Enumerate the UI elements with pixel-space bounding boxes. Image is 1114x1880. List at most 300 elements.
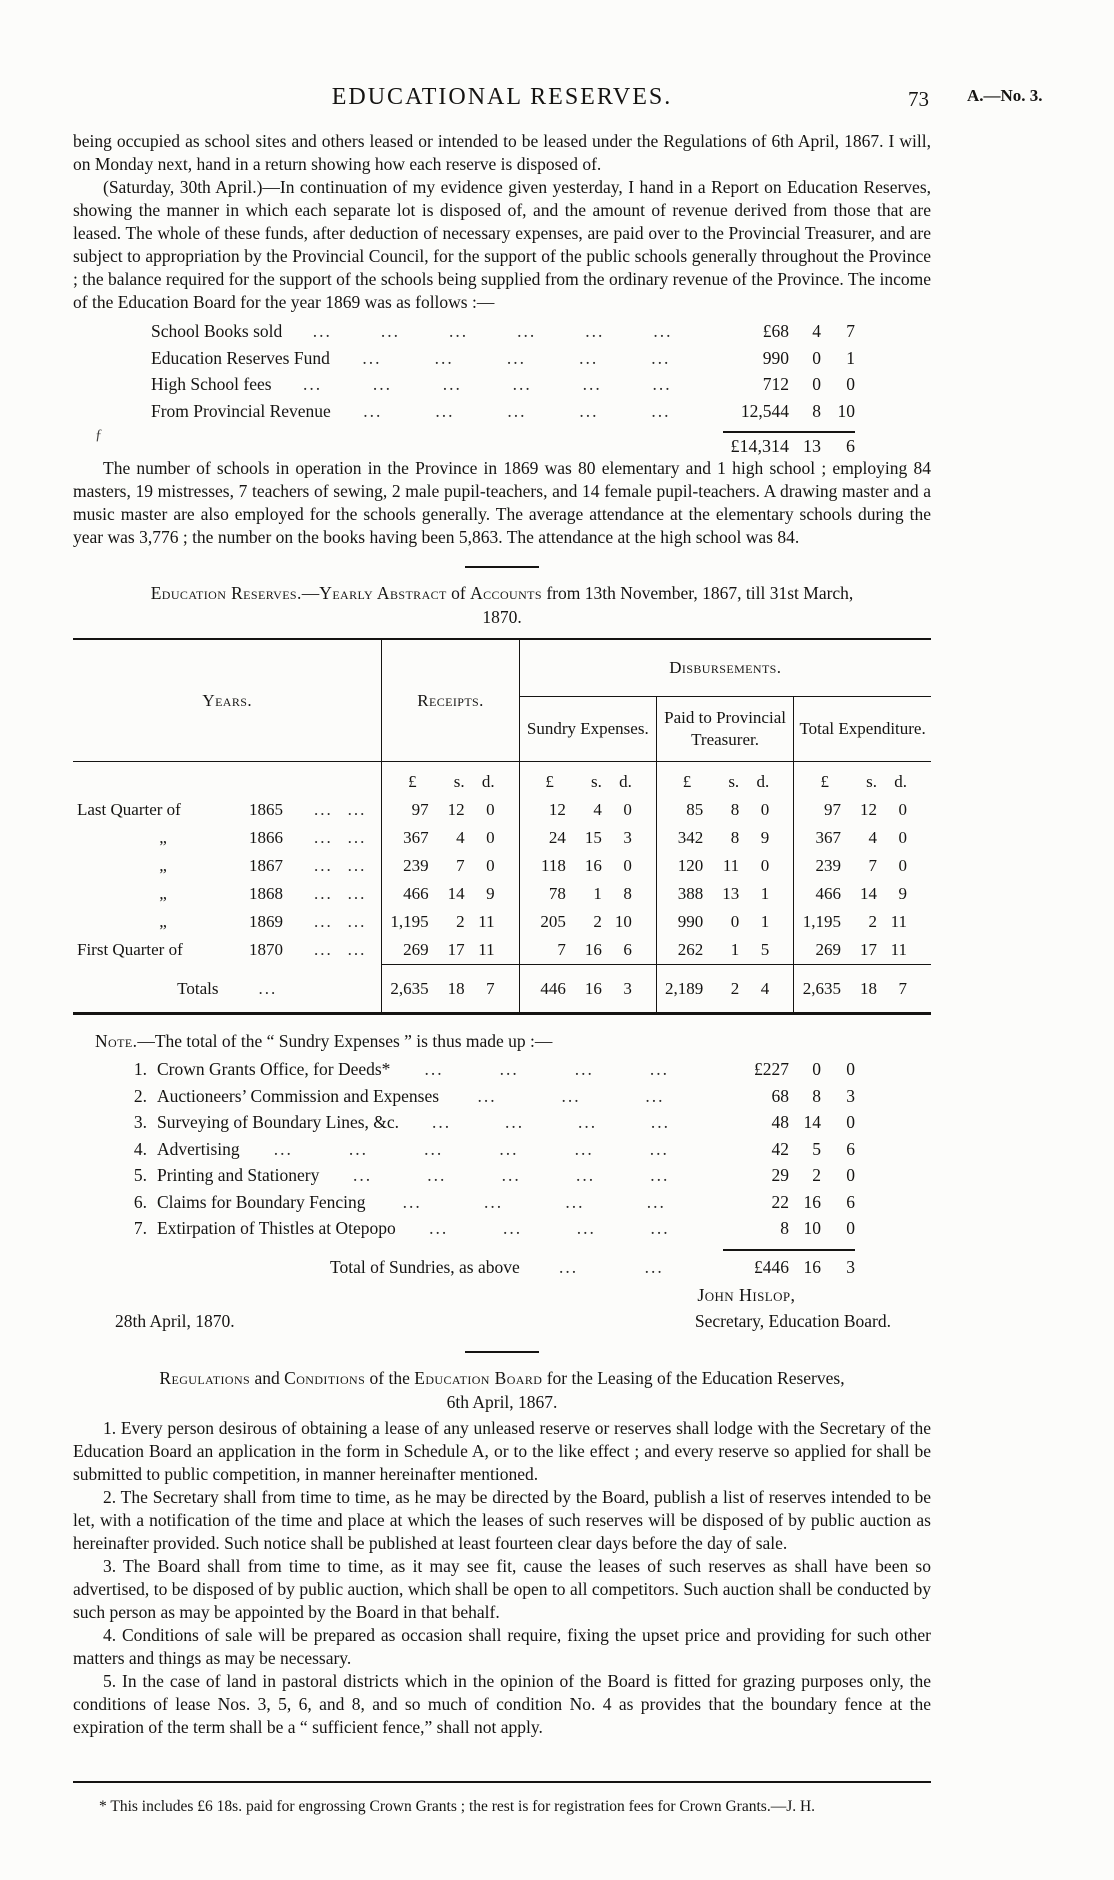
leader-dots: ... [645,1085,665,1106]
pounds-value: 24 [548,828,566,847]
footnote-rule [73,1781,931,1783]
money-cell [794,797,931,823]
leader-dots: ... [499,1059,519,1079]
shillings-value: 11 [722,856,740,875]
pence-value: 0 [898,856,907,875]
shillings-value: s. [728,772,740,791]
totals-label-content [73,976,381,1002]
year-prefix: „ [159,828,167,847]
shillings-value: 8 [730,828,740,847]
leader-dots: ... [347,800,367,819]
pence-value: 7 [898,979,907,998]
paragraph-continuation: being occupied as school sites and others leased or intended to be leased under the Regulations of 6th April, 1867. I will, on Monday next, hand in a return showing how each reserve is disposed of. [73,131,931,174]
money-cell [657,853,793,879]
text-segment: from 13th November, 1867, till 31st March, [541,583,854,603]
table-row [73,796,931,824]
table-row [73,880,931,908]
column-header-total-expenditure: Total Expenditure. [794,697,931,762]
leader-dots: ... [574,1059,594,1079]
leader-dots: ... [507,400,527,421]
pence-value: d. [481,772,495,791]
sundry-row [123,1215,931,1242]
money-value-cell [382,824,519,852]
years-cell-content [73,937,381,963]
money-amount [703,371,855,398]
leader-dots: ... [653,321,673,341]
money-amount [703,1083,855,1110]
pounds-value: 239 [815,856,841,875]
regulation-1: 1. Every person desirous of obtaining a lease of any unleased reserve or reserves shall lodge with the Secretary of the Education Board an application in the form in Schedule A, or to the like effect ; and every reserve so applied for shall be submitted to public competition, in manner hereinafter mentioned. [73,1417,931,1484]
income-row [151,398,931,425]
page-content [73,84,1043,1816]
column-header-paid-to-treasurer: Paid to Provincial Treasurer. [656,697,793,762]
sundry-row [123,1189,931,1216]
money-value-cell [794,852,931,880]
money-value-cell [794,880,931,908]
years-cell-content [73,909,381,935]
shillings-value: 8 [812,400,821,421]
shillings-value: 2 [868,912,877,931]
column-group-disbursements: Disbursements. [519,639,931,697]
money-cell [382,853,518,879]
pence-value: 0 [486,828,495,847]
dot-leader [278,371,697,398]
money-cell [520,825,656,851]
regulations-heading-line1 [73,1366,931,1390]
pence-value: 6 [846,1138,855,1159]
leader-dots: ... [273,1138,293,1159]
pounds-value: 2,189 [664,979,704,998]
year-leader [299,937,381,963]
pence-value: 11 [890,912,907,931]
money-cell [382,825,518,851]
income-item-label: From Provincial Revenue [151,400,331,421]
pence-value: 0 [760,800,770,819]
pounds-value: 97 [411,800,429,819]
pounds-value: 85 [686,800,704,819]
pence-value: 7 [846,321,855,341]
year-prefix: First Quarter of [77,940,183,960]
shillings-value: 0 [730,912,740,931]
pence-value: 9 [760,828,770,847]
shillings-value: 18 [447,979,465,998]
section-divider [465,566,539,568]
money-value-cell [382,936,519,965]
text-segment: and [250,1367,285,1388]
pence-value: 11 [478,912,495,931]
year-leader [299,825,381,851]
money-cell [794,937,931,963]
income-row [151,318,931,345]
money-cell [520,881,656,907]
leader-dots: ... [427,1165,447,1185]
pounds-value: 12,544 [740,400,789,421]
sundry-row [123,1109,931,1136]
shillings-value: 16 [584,940,602,959]
dot-leader [336,345,697,372]
pounds-value: 97 [824,800,841,819]
pence-value: 3 [846,1256,855,1277]
column-header-sundry-expenses: Sundry Expenses. [519,697,656,762]
table-caption [73,581,931,629]
text-segment: Note. [95,1031,138,1051]
pence-value: 0 [898,828,907,847]
pence-value: 0 [846,1165,855,1185]
income-item-label: High School fees [151,374,272,394]
income-row [151,371,931,398]
money-value-cell [656,824,793,852]
pounds-value: 29 [771,1165,789,1185]
money-amount [703,1254,855,1280]
year-value: 1867 [249,856,283,875]
leader-dots: ... [651,347,671,368]
money-value-cell [519,880,656,908]
money-cell [382,769,518,795]
pence-value: 9 [898,884,907,903]
pounds-value: 42 [771,1138,789,1159]
totals-label-cell [73,965,382,1014]
sundry-row [123,1136,931,1163]
pence-value: 0 [623,856,632,875]
table-row [73,824,931,852]
table-caption-line1 [73,581,931,605]
shillings-value: 16 [584,856,602,875]
pence-value: 9 [486,884,495,903]
pence-value: 6 [623,940,632,959]
shillings-value: 4 [456,828,465,847]
table-row [73,908,931,936]
dot-leader [445,1083,697,1110]
shillings-value: 18 [860,979,877,998]
leader-dots: ... [313,940,333,960]
money-cell [794,909,931,935]
money-amount [703,1109,855,1136]
year-prefix: „ [159,912,167,931]
sundry-row [123,1162,931,1189]
money-cell [657,797,793,823]
dot-leader [396,1056,697,1083]
sundry-row [123,1056,931,1083]
leader-dots: ... [347,912,367,931]
income-row [151,345,931,372]
dot-leader [337,398,697,425]
money-value-cell [519,908,656,936]
money-value-cell [382,908,519,936]
leader-dots: ... [313,800,333,819]
money-cell [657,881,793,907]
shillings-value: 2 [812,1165,821,1185]
pence-value: 1 [760,912,770,931]
years-cell [73,824,382,852]
pence-value: 5 [760,940,770,959]
sundries-total-row [330,1254,931,1280]
pounds-value: 367 [403,828,429,847]
pence-value: 6 [846,1191,855,1212]
money-value-cell [794,936,931,965]
years-cell [73,796,382,824]
text-segment: Conditions [284,1367,366,1388]
pounds-value: £ [545,772,554,791]
pounds-value: 7 [557,940,566,959]
abstract-of-accounts-table [73,638,931,1015]
shillings-value: s. [591,772,602,791]
pence-value: 0 [486,856,495,875]
pounds-value: 12 [548,800,566,819]
totals-label: Totals [177,978,219,998]
years-cell [73,908,382,936]
leader-dots: ... [431,1112,452,1132]
paragraph-schools: The number of schools in operation in the Province in 1869 was 80 elementary and 1 high school ; employing 84 masters, 19 mistresses, 7 teachers of sewing, 2 male pupil-teachers, and 14 female pupil-teachers. A drawing master and a music master are also employed for the schools generally. The average attendance at the elementary schools during the year was 3,776 ; the number on the books having been 5,863. The attendance at the high school was 84. [73,458,931,547]
leader-dots: ... [352,1165,373,1185]
text-segment: —The total of the “ Sundry Expenses ” is thus made up :— [137,1031,553,1051]
leader-dots: ... [442,374,462,394]
sundry-row [123,1083,931,1110]
text-segment: John Hislop [697,1284,791,1305]
money-amount [703,1056,855,1083]
table-caption-line2: 1870. [482,607,522,627]
page-title: EDUCATIONAL RESERVES. [331,84,673,110]
footnote: * This includes £6 18s. paid for engrossing Crown Grants ; the rest is for registration fees for Crown Grants.—J. H. [99,1797,816,1815]
pence-value: d. [894,772,907,791]
regulations-heading-line2: 6th April, 1867. [446,1391,558,1412]
leader-dots: ... [650,1112,671,1132]
column-header-years: Years. [73,639,382,762]
pounds-value: 342 [677,828,704,847]
year-prefix: Last Quarter of [77,800,181,819]
leader-dots: ... [649,1138,669,1159]
income-list [151,318,931,424]
pounds-value: 205 [540,912,566,931]
leader-dots: ... [649,1059,669,1079]
pence-value: 3 [623,979,632,998]
pounds-value: 118 [541,856,566,875]
leader-dots: ... [347,856,367,875]
money-cell [794,976,931,1002]
sundry-item-number: 3. [133,1112,147,1132]
pounds-value: 22 [771,1191,789,1212]
signature-line [73,1308,931,1334]
pence-value: 0 [846,1059,855,1079]
table-row [73,852,931,880]
shillings-value: 0 [812,374,821,394]
sundry-item-number: 6. [133,1191,147,1212]
leader-dots: ... [582,374,602,394]
text-segment: Yearly Abstract [319,583,447,603]
pounds-value: 446 [540,979,566,998]
shillings-value: 4 [812,321,821,341]
text-segment: Regulations [159,1367,251,1388]
pounds-value: 68 [771,1085,789,1106]
money-value-cell [519,796,656,824]
money-cell [520,937,656,963]
year-leader [299,853,381,879]
income-item-label: School Books sold [151,321,283,341]
pence-value: 0 [846,374,855,394]
sundry-item-label: Advertising [157,1138,240,1159]
shillings-value: 0 [812,347,821,368]
money-value-cell [794,824,931,852]
leader-dots: ... [574,1138,594,1159]
year-value: 1866 [249,828,283,847]
pence-value: d. [619,772,632,791]
leader-dots: ... [429,1218,449,1238]
regulations-heading [73,1366,931,1414]
leader-dots: ... [347,828,367,847]
leader-dots: ... [579,347,599,368]
pence-value: 11 [478,940,495,959]
signature-role: Secretary, Education Board. [694,1310,891,1331]
sundries-total-rule [723,1249,855,1251]
sundry-item-label: Extirpation of Thistles at Otepopo [157,1218,396,1238]
pounds-value: 269 [403,940,429,959]
shillings-value: 4 [593,800,602,819]
leader-dots: ... [483,1191,504,1212]
money-amount [703,1189,855,1216]
leader-dots: ... [434,347,454,368]
money-value-cell [656,936,793,965]
pence-value: 10 [614,912,632,931]
money-value-cell [656,908,793,936]
leader-dots: ... [348,1138,369,1159]
pounds-value: 990 [677,912,704,931]
leader-dots: ... [501,1165,521,1185]
dot-leader [372,1189,697,1216]
text-segment: for the Leasing of the Education Reserves, [542,1367,845,1388]
pence-value: 3 [623,828,632,847]
text-segment: , [790,1284,795,1305]
sundry-item-number: 7. [133,1218,147,1238]
pence-value: 0 [486,800,495,819]
dot-leader [325,1162,697,1189]
text-segment: Education Reserves. [150,583,302,603]
sundry-item-label: Crown Grants Office, for Deeds* [157,1059,391,1079]
shillings-value: 1 [730,940,740,959]
leader-dots: ... [565,1191,585,1212]
pounds-value: £446 [754,1256,789,1277]
year-value: 1869 [249,912,283,931]
signature-name [73,1282,931,1308]
year-prefix: „ [159,884,167,903]
leader-dots: ... [651,400,671,421]
leader-dots: ... [435,400,455,421]
money-amount [703,1162,855,1189]
income-total [73,427,931,457]
shillings-value: 12 [447,800,465,819]
text-segment: — [301,583,320,603]
leader-dots: ... [504,1112,525,1132]
money-value-cell [382,880,519,908]
leader-dots: ... [652,374,672,394]
sundry-item-label: Surveying of Boundary Lines, &c. [157,1112,400,1132]
leader-dots: ... [448,321,469,341]
money-amount [703,1136,855,1163]
pounds-value: £14,314 [730,436,789,456]
leader-dots: ... [347,884,367,903]
pounds-value: 367 [815,828,841,847]
dot-leader [526,1254,697,1280]
leader-dots: ... [258,978,278,998]
money-cell [520,909,656,935]
leader-dots: ... [363,400,383,421]
pence-value: 1 [846,347,855,368]
shillings-value: 2 [730,979,740,998]
leader-dots: ... [561,1085,581,1106]
leader-dots: ... [517,321,537,341]
money-cell [794,881,931,907]
money-value-cell [382,852,519,880]
pounds-value: 2,635 [390,979,429,998]
year-leader [299,881,381,907]
leader-dots: ... [424,1138,444,1159]
shillings-value: 2 [593,912,602,931]
text-segment: of [446,583,471,603]
money-cell [382,937,518,963]
money-cell [520,976,656,1002]
document-reference: A.—No. 3. [967,86,1043,105]
leader-dots: ... [579,400,599,421]
money-cell [520,853,656,879]
money-value-cell [519,852,656,880]
pence-value: d. [756,772,770,791]
pence-value: 0 [846,1112,855,1132]
pence-value: 0 [846,1218,855,1238]
leader-dots: ... [577,1112,598,1132]
ink-mark: ƒ [95,427,103,443]
money-amount [703,318,855,345]
page-number: 73 [908,87,929,111]
years-cell [73,936,382,965]
money-cell [382,797,518,823]
shillings-value: 4 [868,828,877,847]
leader-dots: ... [313,884,333,903]
money-unit-row [73,762,931,797]
years-cell-content [73,797,381,823]
pence-value: 3 [846,1085,855,1106]
pence-value: 10 [837,400,855,421]
years-cell [73,852,382,880]
pounds-value: 8 [780,1218,789,1238]
money-unit-cell [519,762,656,797]
money-amount [703,1215,855,1242]
money-amount [703,436,855,457]
dot-leader [402,1215,697,1242]
shillings-value: 16 [803,1256,821,1277]
totals-value-cell [382,965,519,1014]
leader-dots: ... [644,1256,664,1277]
sundries-total-amount [703,1254,931,1280]
masthead [73,84,1043,118]
leader-dots: ... [585,321,605,341]
years-cell-content [73,881,381,907]
pounds-value: £ [820,772,829,791]
leader-dots: ... [650,1165,670,1185]
leader-dots: ... [559,1256,579,1277]
leader-dots: ... [402,1191,422,1212]
leader-dots: ... [646,1191,666,1212]
shillings-value: 5 [812,1138,821,1159]
leader-dots: ... [502,1218,523,1238]
leader-dots: ... [650,1218,670,1238]
sundry-item-label: Printing and Stationery [157,1165,320,1185]
shillings-value: 0 [812,1059,821,1079]
sundry-item-label: Claims for Boundary Fencing [157,1191,366,1212]
leader-dots: ... [313,912,333,931]
shillings-value: 17 [860,940,877,959]
shillings-value: s. [866,772,877,791]
year-prefix: „ [159,856,167,875]
money-cell [657,769,793,795]
leader-dots: ... [380,321,400,341]
